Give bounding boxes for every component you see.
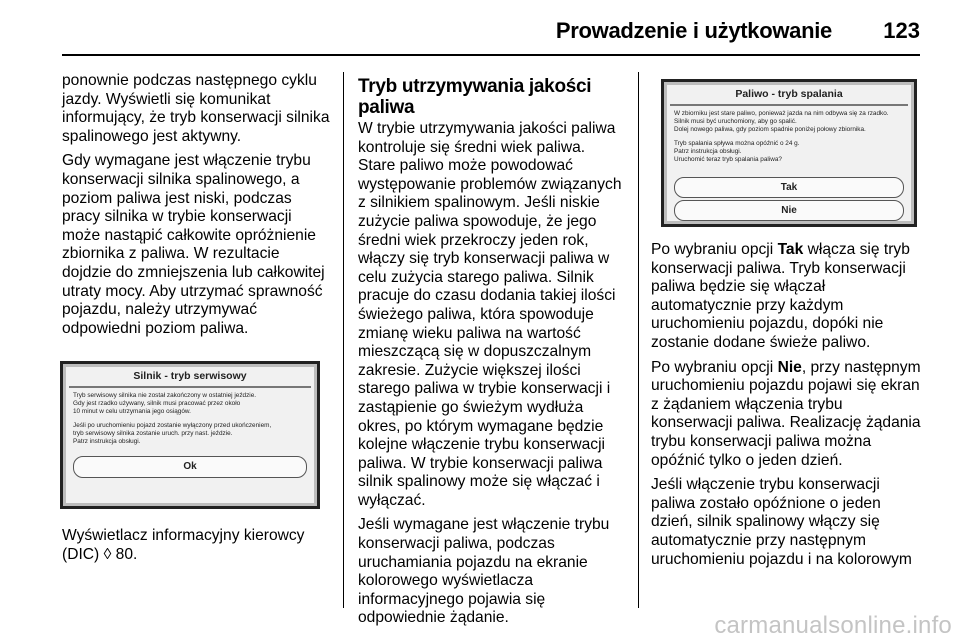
screen-line: Uruchomić teraz tryb spalania paliwa?	[674, 156, 782, 163]
engine-maintenance-screen-image	[60, 361, 320, 509]
option-no-label: Nie	[777, 358, 802, 376]
dic-reference	[62, 527, 330, 564]
screen-title: Silnik - tryb serwisowy	[133, 370, 247, 382]
section-heading: Tryb utrzymywania jakości paliwa	[358, 76, 592, 118]
column-1	[62, 72, 330, 344]
paragraph: Gdy wymagane jest włączenie trybu konserwacji silnika spalinowego, a poziom paliwa jest niski, podczas pracy silnika w trybie konserwacji może nastąpić całkowite opróżnienie zbiornika z paliwa. W rezultacie dojdzie do zmniejszenia lub całkowitej utraty mocy. Aby utrzymać sprawność pojazdu, należy utrzymywać odpowiedni poziom paliwa.	[62, 152, 325, 337]
reference-arrow-icon: ◊	[103, 545, 112, 563]
column-divider	[638, 72, 639, 608]
ok-button: Ok	[73, 456, 307, 478]
screen-line: 10 minut w celu utrzymania jego osiągów.	[73, 408, 191, 415]
screen-body	[63, 388, 317, 446]
text-run: włącza się tryb konserwacji paliwa. Tryb konserwacji paliwa będzie się włączał automatycznie przy każdym uruchomieniu pojazdu, dopóki nie zostanie dodane świeże paliwo.	[651, 241, 910, 351]
no-button: Nie	[674, 200, 904, 221]
screen-line: tryb serwisowy silnika zostanie uruch. przy nast. jeździe.	[73, 430, 233, 437]
watermark: carmanualsonline.info	[714, 612, 952, 639]
page-number: 123	[883, 18, 920, 43]
paragraph: ponownie podczas następnego cyklu jazdy. Wyświetli się komunikat informujący, że tryb konserwacji silnika spalinowego jest aktywny.	[62, 72, 330, 145]
screen-line: Tryb serwisowy silnika nie został zakończony w ostatniej jeździe.	[73, 392, 257, 399]
option-yes-label: Tak	[777, 241, 804, 258]
paragraph: W trybie utrzymywania jakości paliwa kontroluje się średni wiek paliwa. Stare paliwo może powodować występowanie problemów związanych z silnikiem spalinowym. Jeśli niskie zużycie paliwa spowoduje, że jego średni wiek przekroczy jeden rok, włączy się tryb konserwacji paliwa w celu zużycia starego paliwa. Silnik pracuje do czasu dodania takiej ilości świeżego paliwa, która spowoduje zmianę wieku paliwa na wartość mieszczącą się w dopuszczalnym zakresie. Zużycie większej ilości starego paliwa w trybie konserwacji i zastąpienie go świeżym wydłuża okres, po którym wymagane będzie kolejne włączenie trybu konserwacji paliwa. W trybie konserwacji paliwa silnik spalinowy może się włączać i wyłączać.	[358, 120, 622, 509]
screen-line: Jeśli po uruchomieniu pojazd zostanie wyłączony przed ukończeniem,	[73, 422, 272, 429]
column-divider	[343, 72, 344, 608]
screen-line: Patrz instrukcja obsługi.	[73, 438, 141, 445]
fuel-burn-mode-screen-image	[661, 79, 917, 227]
reference-page: 80.	[115, 545, 138, 563]
text-run: , przy następnym uruchomieniu pojazdu pojawi się ekran z żądaniem włączenia trybu konserwacji paliwa. Realizację żądania trybu konserwacji paliwa można opóźnić tylko o jeden dzień.	[651, 358, 921, 469]
screen-line: Gdy jest rzadko używany, silnik musi pracować przez około	[73, 400, 241, 407]
screen-line: Patrz instrukcja obsługi.	[674, 148, 742, 155]
page-header	[62, 14, 920, 56]
column-2	[358, 76, 624, 634]
screen-line: Silnik musi być uruchomiony, aby go spalić.	[674, 118, 797, 125]
dic-text: Wyświetlacz informacyjny kierowcy (DIC)	[62, 527, 305, 563]
screen-title: Paliwo - tryb spalania	[735, 88, 843, 100]
column-3	[651, 241, 923, 575]
text-run: Po wybraniu opcji	[651, 241, 774, 258]
yes-button: Tak	[674, 177, 904, 198]
paragraph	[651, 241, 923, 353]
text-run: Po wybraniu opcji	[651, 358, 774, 376]
screen-line: Dolej nowego paliwa, gdy poziom spadnie poniżej połowy zbiornika.	[674, 126, 866, 133]
paragraph	[651, 359, 923, 471]
paragraph: Jeśli wymagane jest włączenie trybu konserwacji paliwa, podczas uruchamiania pojazdu na ekranie kolorowego wyświetlacza informacyjnego pojawia się odpowiednie żądanie.	[358, 516, 610, 627]
screen-body	[664, 106, 914, 164]
page-title: Prowadzenie i użytkowanie	[555, 18, 832, 43]
screen-line: Tryb spalania spływa można opóźnić o 24 g.	[674, 140, 800, 147]
screen-line: W zbiorniku jest stare paliwo, ponieważ jazda na nim odbywa się za rzadko.	[674, 110, 889, 117]
paragraph: Jeśli włączenie trybu konserwacji paliwa zostało opóźnione o jeden dzień, silnik spalinowy włączy się automatycznie przy następnym uruchomieniu pojazdu i na kolorowym	[651, 476, 912, 568]
